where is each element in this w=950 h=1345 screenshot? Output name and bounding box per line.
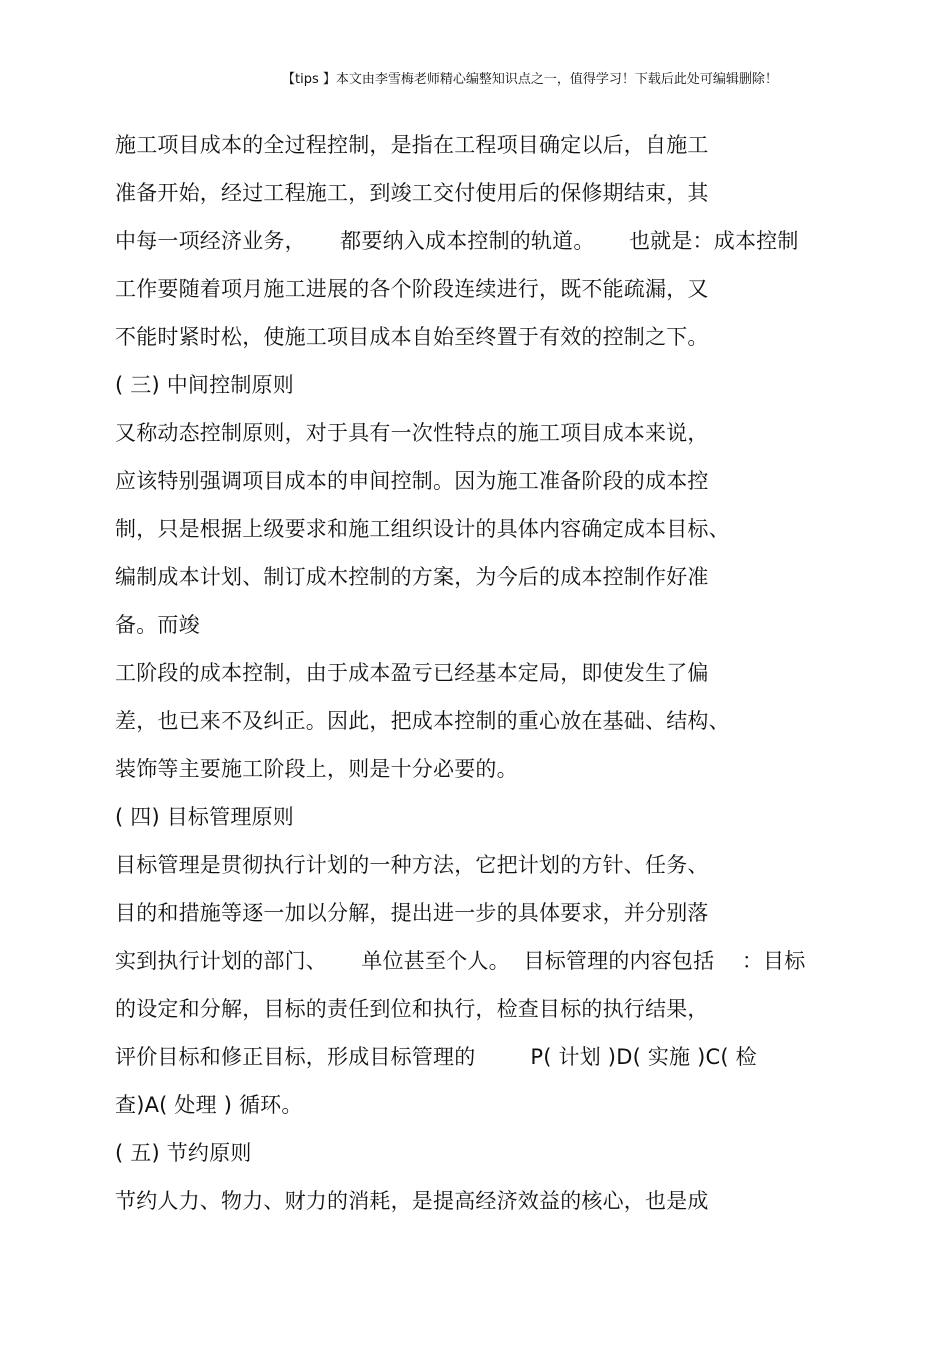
- paragraph-line: 备。而竣: [115, 613, 200, 637]
- paragraph-line: 节约人力、物力、财力的消耗，是提高经济效益的核心，也是成: [115, 1189, 709, 1213]
- paragraph-line: 实到执行计划的部门、 单位甚至个人。 目标管理的内容包括 ：目标: [115, 949, 806, 973]
- paragraph-line: 目标管理是贯彻执行计划的一种方法，它把计划的方针、任务、: [115, 853, 709, 877]
- paragraph-line: 又称动态控制原则，对于具有一次性特点的施工项目成本来说，: [115, 421, 709, 445]
- document-body: [115, 121, 875, 1225]
- paragraph-line: 施工项目成本的全过程控制，是指在工程项目确定以后，自施工: [115, 133, 709, 157]
- paragraph-line: 应该特别强调项目成本的申间控制。因为施工准备阶段的成本控: [115, 469, 709, 493]
- header-tips: 【tips 】本文由李雪梅老师精心编整知识点之一，值得学习！下载后此处可编辑删除！: [282, 72, 778, 87]
- paragraph-line: 编制成本计划、制订成木控制的方案，为今后的成本控制作好准: [115, 565, 709, 589]
- paragraph-line: 评价目标和修正目标，形成目标管理的 P( 计划 )D( 实施 )C( 检: [115, 1045, 757, 1069]
- paragraph-line: 的设定和分解，目标的责任到位和执行，检查目标的执行结果，: [115, 997, 709, 1021]
- paragraph-line: 制，只是根据上级要求和施工组织设计的具体内容确定成本目标、: [115, 517, 730, 541]
- paragraph-line: 不能时紧时松，使施工项目成本自始至终置于有效的控制之下。: [115, 325, 709, 349]
- paragraph-line: 差，也已来不及纠正。因此，把成本控制的重心放在基础、结构、: [115, 709, 730, 733]
- paragraph-line: 工阶段的成本控制，由于成本盈亏已经基本定局，即使发生了偏: [115, 661, 709, 685]
- paragraph-line: 装饰等主要施工阶段上，则是十分必要的。: [115, 757, 518, 781]
- section-heading: ( 五) 节约原则: [115, 1141, 252, 1165]
- section-heading: ( 四) 目标管理原则: [115, 805, 294, 829]
- paragraph-line: 工作要随着项月施工进展的各个阶段连续进行，既不能疏漏，又: [115, 277, 709, 301]
- paragraph-line: 查)A( 处理 ) 循环。: [115, 1093, 303, 1117]
- paragraph-line: 目的和措施等逐一加以分解，提出进一步的具体要求，并分别落: [115, 901, 709, 925]
- paragraph-line: 准备开始，经过工程施工，到竣工交付使用后的保修期结束，其: [115, 181, 709, 205]
- section-heading: ( 三) 中间控制原则: [115, 373, 294, 397]
- paragraph-line: 中每一项经济业务， 都要纳入成本控制的轨道。 也就是：成本控制: [115, 229, 799, 253]
